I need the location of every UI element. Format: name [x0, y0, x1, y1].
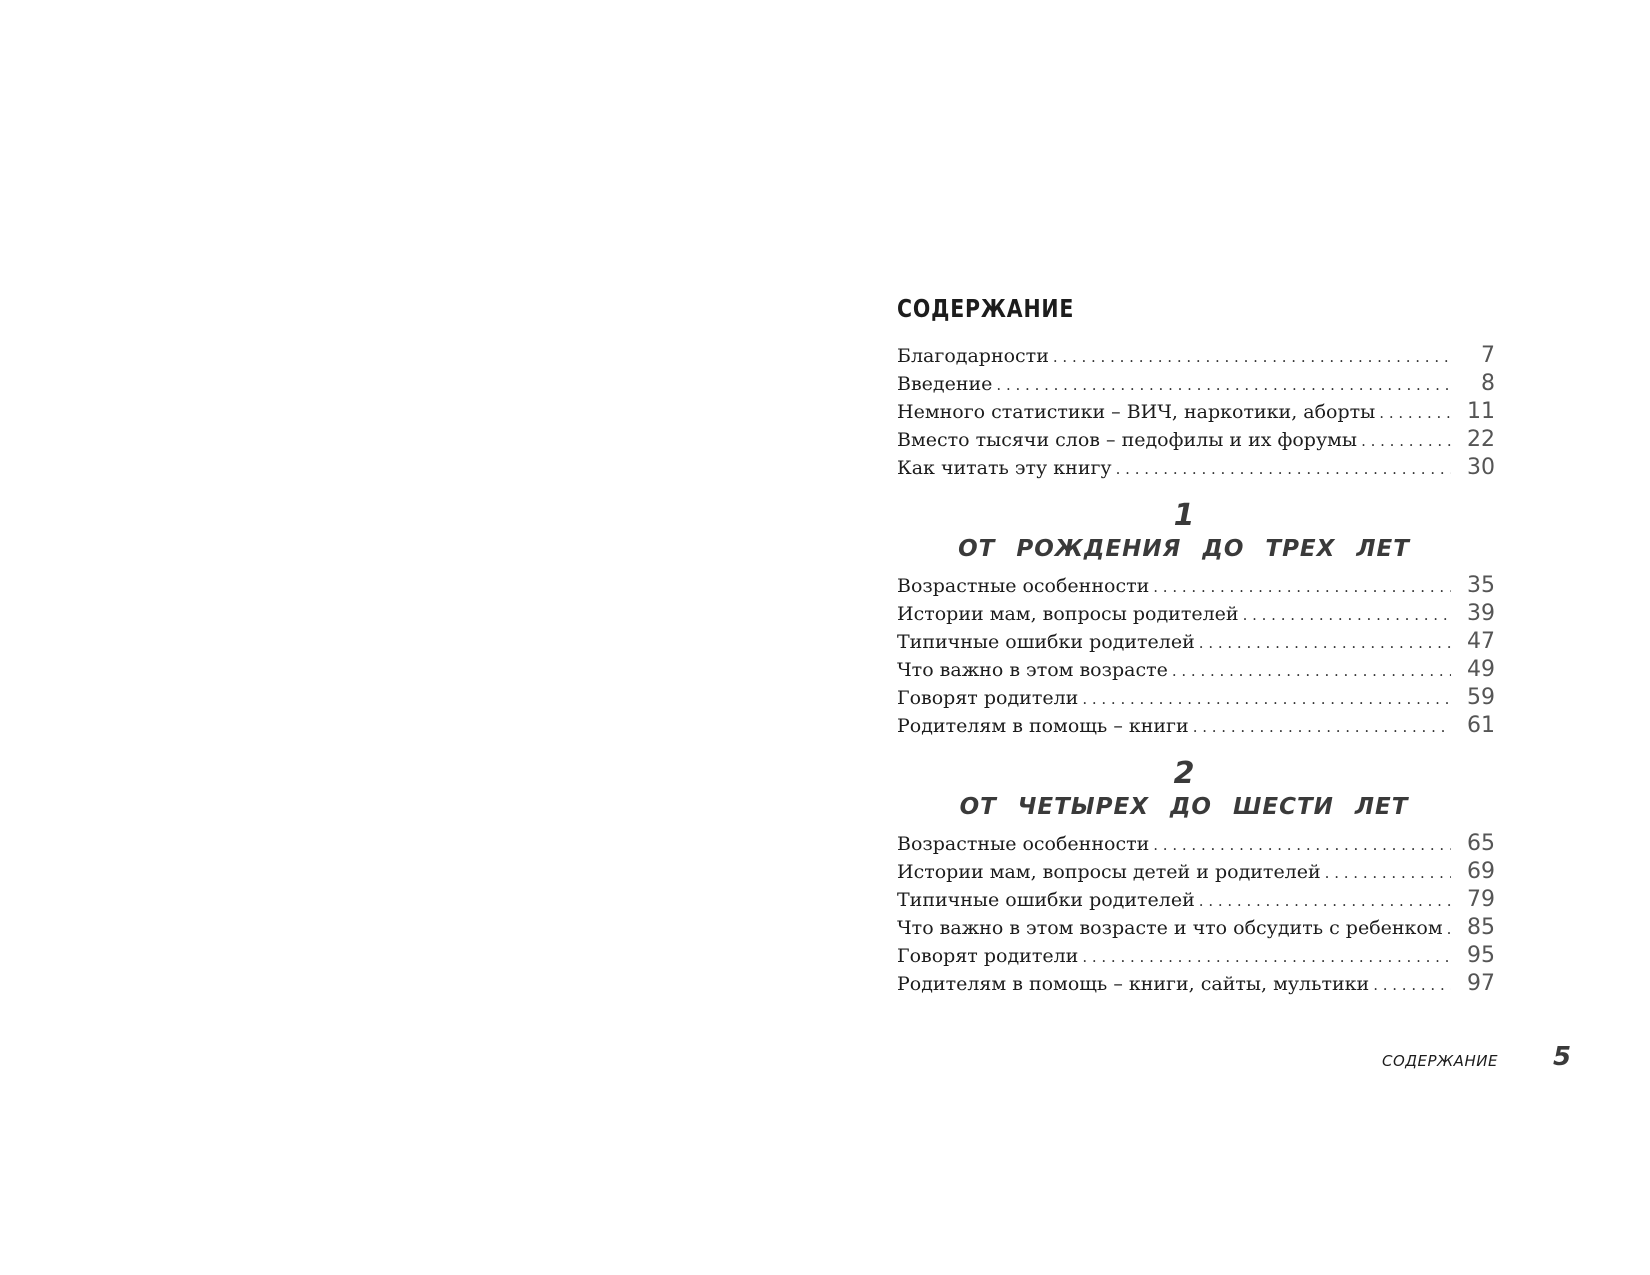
toc-entry-title: Типичные ошибки родителей: [897, 631, 1195, 653]
dot-leader: [1172, 657, 1451, 685]
toc-entry[interactable]: [897, 572, 1495, 600]
toc-entry-page: 59: [1467, 685, 1495, 710]
toc-entry-title: Родителям в помощь – книги, сайты, мультики: [897, 973, 1370, 995]
dot-leader: [1199, 887, 1451, 915]
toc-entry-page: 97: [1467, 971, 1495, 996]
toc-entry-title: Введение: [897, 373, 993, 395]
dot-leader: [1082, 943, 1451, 971]
chapter-title: ОТ РОЖДЕНИЯ ДО ТРЕХ ЛЕТ: [958, 536, 1410, 562]
toc-entry-title: Вместо тысячи слов – педофилы и их форумы: [897, 429, 1358, 451]
toc-entry[interactable]: [897, 970, 1495, 998]
dot-leader: [1082, 685, 1451, 713]
dot-leader: [996, 371, 1451, 399]
toc-entry-title: Говорят родители: [897, 687, 1079, 709]
toc-entry-page: 39: [1467, 601, 1495, 626]
toc-entry[interactable]: [897, 858, 1495, 886]
toc-entry[interactable]: [897, 914, 1495, 942]
page-footer: [1330, 1042, 1590, 1076]
toc-entry-page: 35: [1467, 573, 1495, 598]
toc-entry-page: 7: [1481, 343, 1495, 368]
dot-leader: [1053, 343, 1451, 371]
toc-entry[interactable]: [897, 656, 1495, 684]
chapter-number: 2: [1173, 756, 1195, 791]
toc-entry-page: 30: [1467, 455, 1495, 480]
toc-entry-page: 69: [1467, 859, 1495, 884]
dot-leader: [1153, 573, 1451, 601]
toc-entry-title: Что важно в этом возрасте и что обсудить с ребенком: [897, 917, 1443, 939]
toc-entry-title: Как читать эту книгу: [897, 457, 1112, 479]
toc-entry-title: Немного статистики – ВИЧ, наркотики, аборты: [897, 401, 1376, 423]
running-head: СОДЕРЖАНИЕ: [1382, 1052, 1498, 1070]
toc-entry-page: 65: [1467, 831, 1495, 856]
toc-entry[interactable]: [897, 342, 1495, 370]
table-of-contents: [897, 292, 1495, 998]
toc-entry-page: 95: [1467, 943, 1495, 968]
toc-entry-page: 47: [1467, 629, 1495, 654]
toc-entry-page: 22: [1467, 427, 1495, 452]
dot-leader: [1193, 713, 1451, 741]
toc-entry[interactable]: [897, 684, 1495, 712]
dot-leader: [1153, 831, 1451, 859]
dot-leader: [1325, 859, 1451, 887]
toc-entry[interactable]: [897, 712, 1495, 740]
dot-leader: [1379, 399, 1451, 427]
toc-entry[interactable]: [897, 398, 1495, 426]
toc-entry-page: 61: [1467, 713, 1495, 738]
toc-entry-title: Возрастные особенности: [897, 833, 1150, 855]
dot-leader: [1243, 601, 1451, 629]
dot-leader: [1116, 455, 1451, 483]
toc-entry[interactable]: [897, 886, 1495, 914]
toc-entry[interactable]: [897, 426, 1495, 454]
toc-entry[interactable]: [897, 370, 1495, 398]
toc-entry[interactable]: [897, 942, 1495, 970]
dot-leader: [1373, 971, 1451, 999]
toc-entry-page: 85: [1467, 915, 1495, 940]
chapter-heading: [897, 500, 1495, 564]
toc-entry-title: Родителям в помощь – книги: [897, 715, 1189, 737]
chapter-heading: [897, 758, 1495, 822]
toc-entry-page: 8: [1481, 371, 1495, 396]
toc-entry-page: 49: [1467, 657, 1495, 682]
chapter-number: 1: [1173, 498, 1195, 533]
chapter-entries: [897, 572, 1495, 740]
toc-entry-title: Типичные ошибки родителей: [897, 889, 1195, 911]
page-number: 5: [1553, 1042, 1572, 1072]
chapter-title: ОТ ЧЕТЫРЕХ ДО ШЕСТИ ЛЕТ: [959, 794, 1409, 820]
toc-entry-title: Благодарности: [897, 345, 1049, 367]
chapter-entries: [897, 830, 1495, 998]
toc-entry[interactable]: [897, 830, 1495, 858]
toc-entry-title: Истории мам, вопросы родителей: [897, 603, 1239, 625]
toc-entry-page: 11: [1467, 399, 1495, 424]
toc-entry-title: Возрастные особенности: [897, 575, 1150, 597]
toc-entry-page: 79: [1467, 887, 1495, 912]
toc-entry-title: Истории мам, вопросы детей и родителей: [897, 861, 1321, 883]
dot-leader: [1199, 629, 1451, 657]
toc-entry-title: Говорят родители: [897, 945, 1079, 967]
intro-entries: [897, 342, 1495, 482]
toc-entry-title: Что важно в этом возрасте: [897, 659, 1168, 681]
dot-leader: [1361, 427, 1451, 455]
toc-title: СОДЕРЖАНИЕ: [897, 294, 1075, 323]
toc-entry[interactable]: [897, 454, 1495, 482]
toc-entry[interactable]: [897, 600, 1495, 628]
toc-entry[interactable]: [897, 628, 1495, 656]
